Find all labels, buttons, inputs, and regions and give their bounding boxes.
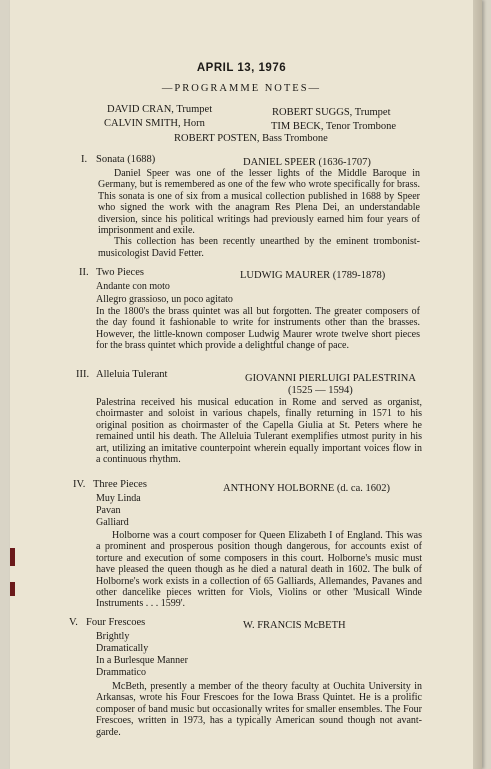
margin-mark xyxy=(10,582,15,596)
note-paragraph: This collection has been recently unearthed by the eminent trombonist-musicologist David Fetter. xyxy=(98,236,420,259)
section-title: —PROGRAMME NOTES— xyxy=(161,83,322,94)
program-note xyxy=(96,530,422,610)
program-date: APRIL 13, 1976 xyxy=(196,62,287,74)
piece-title: Alleluia Tulerant xyxy=(96,369,168,380)
composer-dates: (1525 — 1594) xyxy=(288,385,353,396)
program-page xyxy=(10,0,482,769)
movement: Allegro grassioso, un poco agitato xyxy=(96,294,233,305)
program-note xyxy=(98,168,420,259)
program-note xyxy=(96,306,420,352)
piece-number: I. xyxy=(81,154,88,165)
note-paragraph: In the 1800's the brass quintet was all but forgotten. The greater composers of the day found it fashionable to write for instruments other than the brasses. However, the little-known composer Ludwig Maurer wrote twelve short pieces for the brass quintet which provide a delightful change of pace. xyxy=(96,306,420,352)
composer: DANIEL SPEER (1636-1707) xyxy=(243,157,371,168)
movement: Dramatically xyxy=(96,643,149,654)
performer: TIM BECK, Tenor Trombone xyxy=(271,121,397,132)
piece-title: Two Pieces xyxy=(96,267,144,278)
piece-title: Sonata (1688) xyxy=(96,154,156,165)
piece-number: IV. xyxy=(73,479,86,490)
performer: ROBERT SUGGS, Trumpet xyxy=(272,107,391,118)
page-edge xyxy=(473,0,482,769)
piece-number: II. xyxy=(79,267,89,278)
composer: GIOVANNI PIERLUIGI PALESTRINA xyxy=(245,373,416,384)
piece-number: III. xyxy=(76,369,90,380)
piece-title: Four Frescoes xyxy=(86,617,146,628)
note-paragraph: McBeth, presently a member of the theory faculty at Ouchita University in Arkansas, wrote his Four Frescoes for the Iowa Brass Quintet. He is a prolific composer of band music but occasionally writes for smaller ensembles. The Four Frescoes, written in 1973, has a typically American sound though not avant-garde. xyxy=(96,681,422,738)
performer: ROBERT POSTEN, Bass Trombone xyxy=(174,133,328,144)
movement: Galliard xyxy=(96,517,129,528)
piece-number: V. xyxy=(69,617,78,628)
note-paragraph: Holborne was a court composer for Queen Elizabeth I of England. This was a prominent and prosperous position though dangerous, for accounts exist of torture and execution of some composers in this court. Holborne's music must have pleased the queen though as he died a natural death in 1602. The bulk of Holborne's work exists in a collection of 65 Galliards, Allemandes, Pavanes and other dancelike pieces written for Viols, Violins or other 'Musicall Winde Instruments . . . 1599'. xyxy=(96,530,422,610)
note-paragraph: Palestrina received his musical education in Rome and served as organist, choirmaster and soloist in various chapels, finally returning in 1571 to his original position as choirmaster of the Capella Giulia at St. Peters where he remained until his death. The Alleluia Tulerant exemplifies utmost purity in his art, utilizing an imitative counterpoint wherein equally important voices flow in a continuous rhythm. xyxy=(96,397,422,466)
movement: Andante con moto xyxy=(96,281,170,292)
composer: ANTHONY HOLBORNE (d. ca. 1602) xyxy=(223,483,391,494)
movement: Muy Linda xyxy=(96,493,141,504)
program-note xyxy=(96,681,422,738)
performer: DAVID CRAN, Trumpet xyxy=(107,104,213,115)
movement: Brightly xyxy=(96,631,130,642)
note-paragraph: Daniel Speer was one of the lesser lights of the Middle Baroque in Germany, but is remembered as one of the few who wrote specifically for brass. This sonata is one of six from a musical collection published in 1688 by Speer who signed the work with the anagram Res Plena Dei, an understandable diversion, since his political writings had previously earned him four years of imprisonment and exile. xyxy=(98,168,420,237)
movement: In a Burlesque Manner xyxy=(96,655,188,666)
composer: LUDWIG MAURER (1789-1878) xyxy=(240,270,386,281)
piece-title: Three Pieces xyxy=(93,479,147,490)
margin-mark xyxy=(10,548,15,566)
composer: W. FRANCIS McBETH xyxy=(243,620,346,631)
movement: Pavan xyxy=(96,505,121,516)
movement: Drammatico xyxy=(96,667,146,678)
program-note xyxy=(96,397,422,465)
performer: CALVIN SMITH, Horn xyxy=(104,118,205,129)
